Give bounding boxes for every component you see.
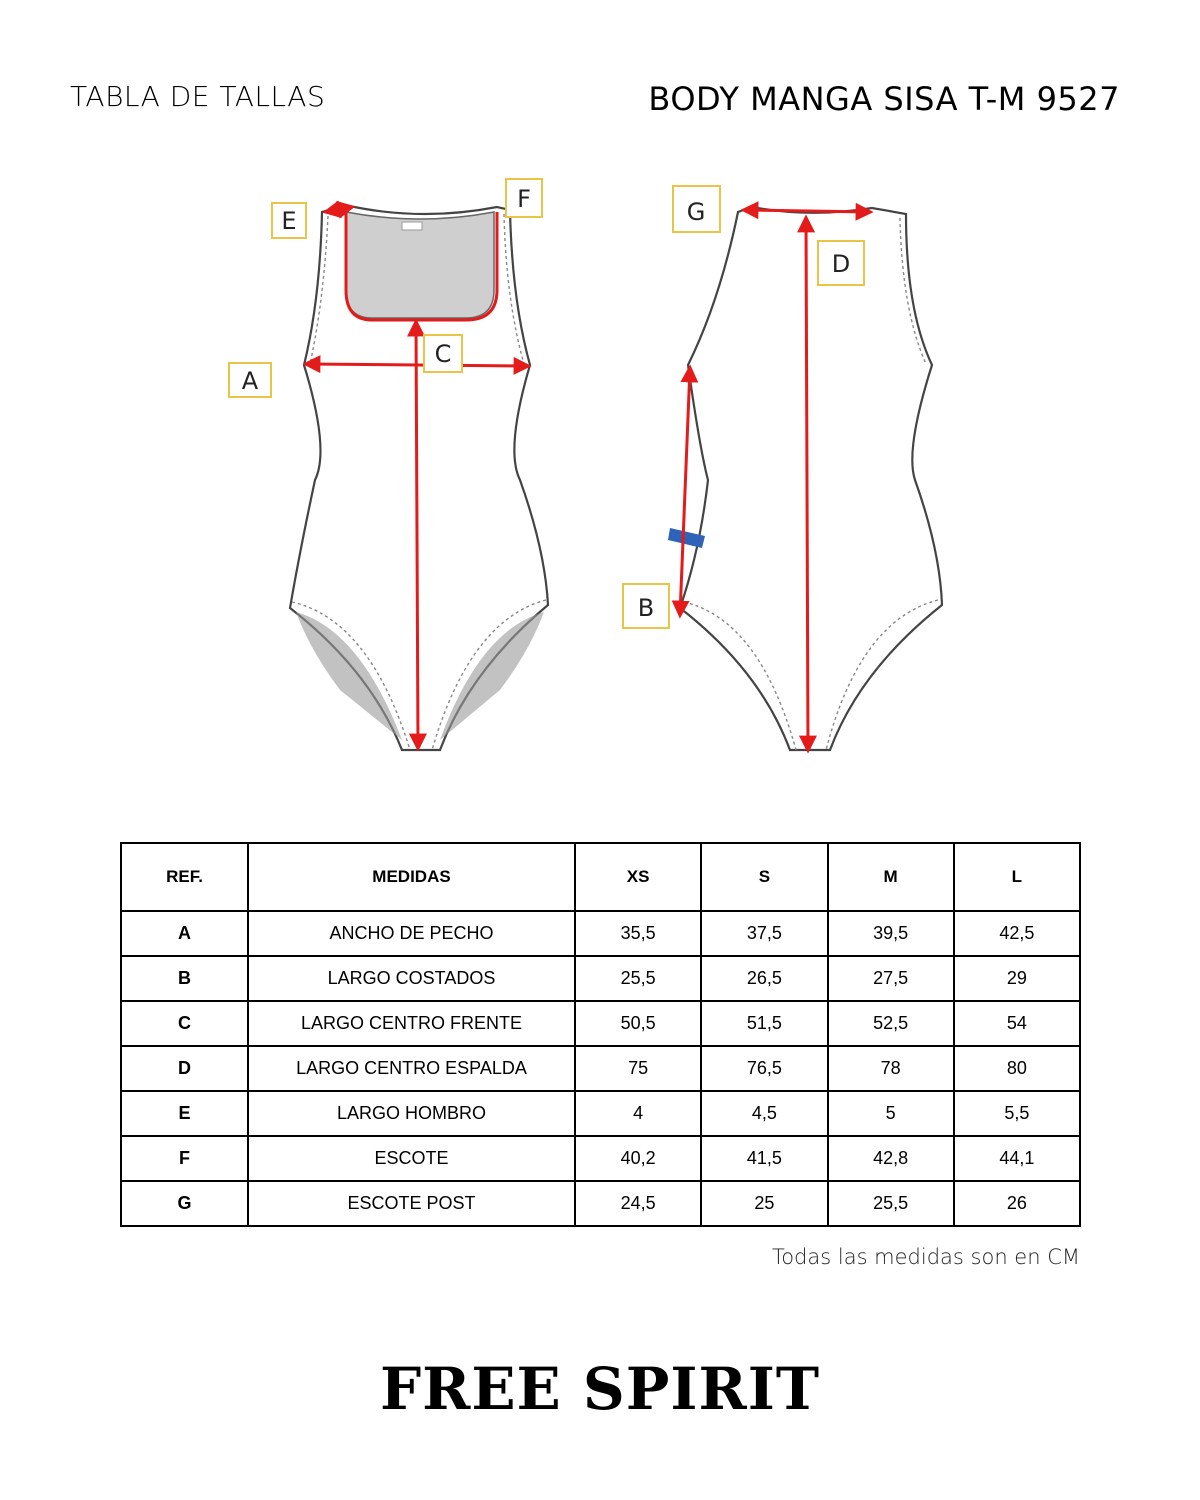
svg-text:D: D	[831, 250, 851, 278]
front-view	[229, 179, 548, 750]
cell-medida: LARGO HOMBRO	[248, 1091, 575, 1136]
brand-logo: FREE SPIRIT	[379, 1355, 821, 1423]
cell-m: 25,5	[828, 1181, 954, 1226]
cell-ref: D	[121, 1046, 248, 1091]
col-s: S	[701, 843, 827, 911]
label-c	[424, 335, 462, 372]
cell-xs: 50,5	[575, 1001, 701, 1046]
cell-xs: 25,5	[575, 956, 701, 1001]
table-row	[121, 956, 1080, 1001]
cell-s: 26,5	[701, 956, 827, 1001]
back-view	[623, 186, 942, 750]
col-ref: REF.	[121, 843, 248, 911]
col-xs: XS	[575, 843, 701, 911]
cell-medida: ANCHO DE PECHO	[248, 911, 575, 956]
svg-text:F: F	[517, 185, 531, 213]
label-a	[229, 363, 271, 397]
cell-s: 4,5	[701, 1091, 827, 1136]
cell-medida: LARGO COSTADOS	[248, 956, 575, 1001]
cell-s: 41,5	[701, 1136, 827, 1181]
cell-ref: C	[121, 1001, 248, 1046]
cell-medida: ESCOTE	[248, 1136, 575, 1181]
svg-text:E: E	[281, 207, 297, 235]
cell-s: 76,5	[701, 1046, 827, 1091]
svg-text:G: G	[686, 198, 706, 226]
table-row	[121, 911, 1080, 956]
cell-l: 26	[954, 1181, 1080, 1226]
cell-xs: 24,5	[575, 1181, 701, 1226]
svg-text:C: C	[434, 340, 452, 368]
cell-medida: LARGO CENTRO FRENTE	[248, 1001, 575, 1046]
cell-l: 44,1	[954, 1136, 1080, 1181]
cell-m: 52,5	[828, 1001, 954, 1046]
cell-ref: E	[121, 1091, 248, 1136]
cell-m: 39,5	[828, 911, 954, 956]
cell-s: 51,5	[701, 1001, 827, 1046]
cell-ref: B	[121, 956, 248, 1001]
cell-m: 5	[828, 1091, 954, 1136]
cell-medida: LARGO CENTRO ESPALDA	[248, 1046, 575, 1091]
cell-ref: A	[121, 911, 248, 956]
cell-xs: 75	[575, 1046, 701, 1091]
cell-xs: 4	[575, 1091, 701, 1136]
cell-medida: ESCOTE POST	[248, 1181, 575, 1226]
cell-m: 27,5	[828, 956, 954, 1001]
col-l: L	[954, 843, 1080, 911]
table-row	[121, 1001, 1080, 1046]
table-row	[121, 1136, 1080, 1181]
label-e	[272, 203, 306, 238]
table-header-row	[121, 843, 1080, 911]
label-f	[506, 179, 542, 217]
product-title: BODY MANGA SISA T-M 9527	[648, 80, 1120, 118]
cell-ref: G	[121, 1181, 248, 1226]
cell-xs: 35,5	[575, 911, 701, 956]
size-table	[120, 842, 1081, 1227]
table-row	[121, 1091, 1080, 1136]
table-row	[121, 1046, 1080, 1091]
page-title: TABLA DE TALLAS	[70, 80, 326, 113]
label-d	[818, 241, 864, 285]
cell-ref: F	[121, 1136, 248, 1181]
col-m: M	[828, 843, 954, 911]
cell-m: 42,8	[828, 1136, 954, 1181]
cell-xs: 40,2	[575, 1136, 701, 1181]
cell-l: 54	[954, 1001, 1080, 1046]
label-g	[673, 186, 720, 232]
svg-text:A: A	[241, 367, 259, 395]
cell-l: 5,5	[954, 1091, 1080, 1136]
table-row	[121, 1181, 1080, 1226]
cell-s: 37,5	[701, 911, 827, 956]
units-note: Todas las medidas son en CM	[771, 1245, 1080, 1269]
cell-l: 29	[954, 956, 1080, 1001]
cell-l: 80	[954, 1046, 1080, 1091]
cell-l: 42,5	[954, 911, 1080, 956]
col-medidas: MEDIDAS	[248, 843, 575, 911]
garment-diagram	[0, 150, 1200, 800]
cell-m: 78	[828, 1046, 954, 1091]
cell-s: 25	[701, 1181, 827, 1226]
label-b	[623, 584, 669, 628]
svg-text:B: B	[637, 594, 655, 622]
